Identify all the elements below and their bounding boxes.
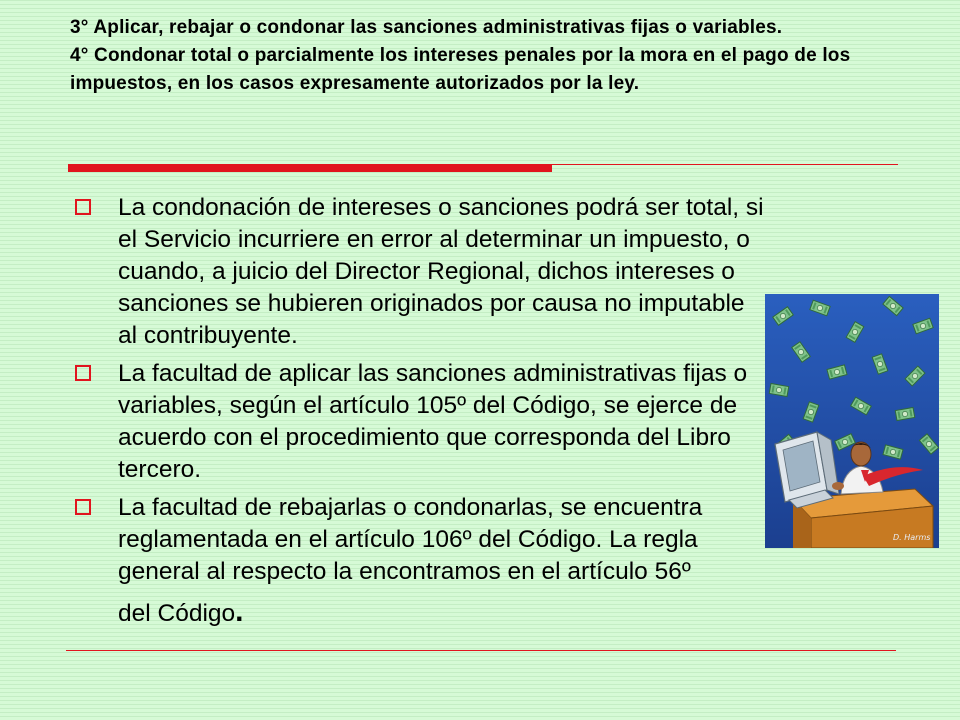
title-line-4: 4° Condonar total o parcialmente los intereses penales por la mora en el pago de los impuestos, en los casos expresamente autorizados por la ley. [70, 45, 851, 94]
bullet-text-tail: del Código [118, 600, 236, 627]
bullet-text-main: La facultad de rebajarlas o condonarlas, se encuentra reglamentada en el artículo 106º del Código. La regla general al respecto la encontramos en el artículo 56º [118, 494, 703, 585]
bullet-item [70, 358, 770, 486]
bullet-text [118, 492, 770, 630]
title-line-3: 3° Aplicar, rebajar o condonar las sanciones administrativas fijas o variables. [70, 17, 783, 38]
title-underline-thick [68, 164, 552, 172]
bottom-divider [66, 650, 896, 651]
square-bullet-icon [75, 365, 91, 381]
bullet-text: La facultad de aplicar las sanciones administrativas fijas o variables, según el artículo 105º del Código, se ejerce de acuerdo con el procedimiento que corresponda del Libro tercero. [118, 360, 748, 483]
bullet-text-tail-line [118, 596, 770, 630]
illustration-signature: D. Harms [893, 533, 931, 542]
money-rain-illustration [765, 294, 939, 548]
square-bullet-icon [75, 199, 91, 215]
square-bullet-icon [75, 499, 91, 515]
bullet-text: La condonación de intereses o sanciones podrá ser total, si el Servicio incurriere en error al determinar un impuesto, o cuando, a juicio del Director Regional, dichos intereses o sanciones se hubieren originados por causa no imputable al contribuyente. [118, 194, 764, 349]
title-underline-thin [552, 164, 898, 165]
bullet-list [70, 192, 770, 636]
bullet-item [70, 492, 770, 630]
bullet-text-period: . [235, 595, 244, 628]
slide-title [70, 14, 900, 98]
bullet-item [70, 192, 770, 352]
